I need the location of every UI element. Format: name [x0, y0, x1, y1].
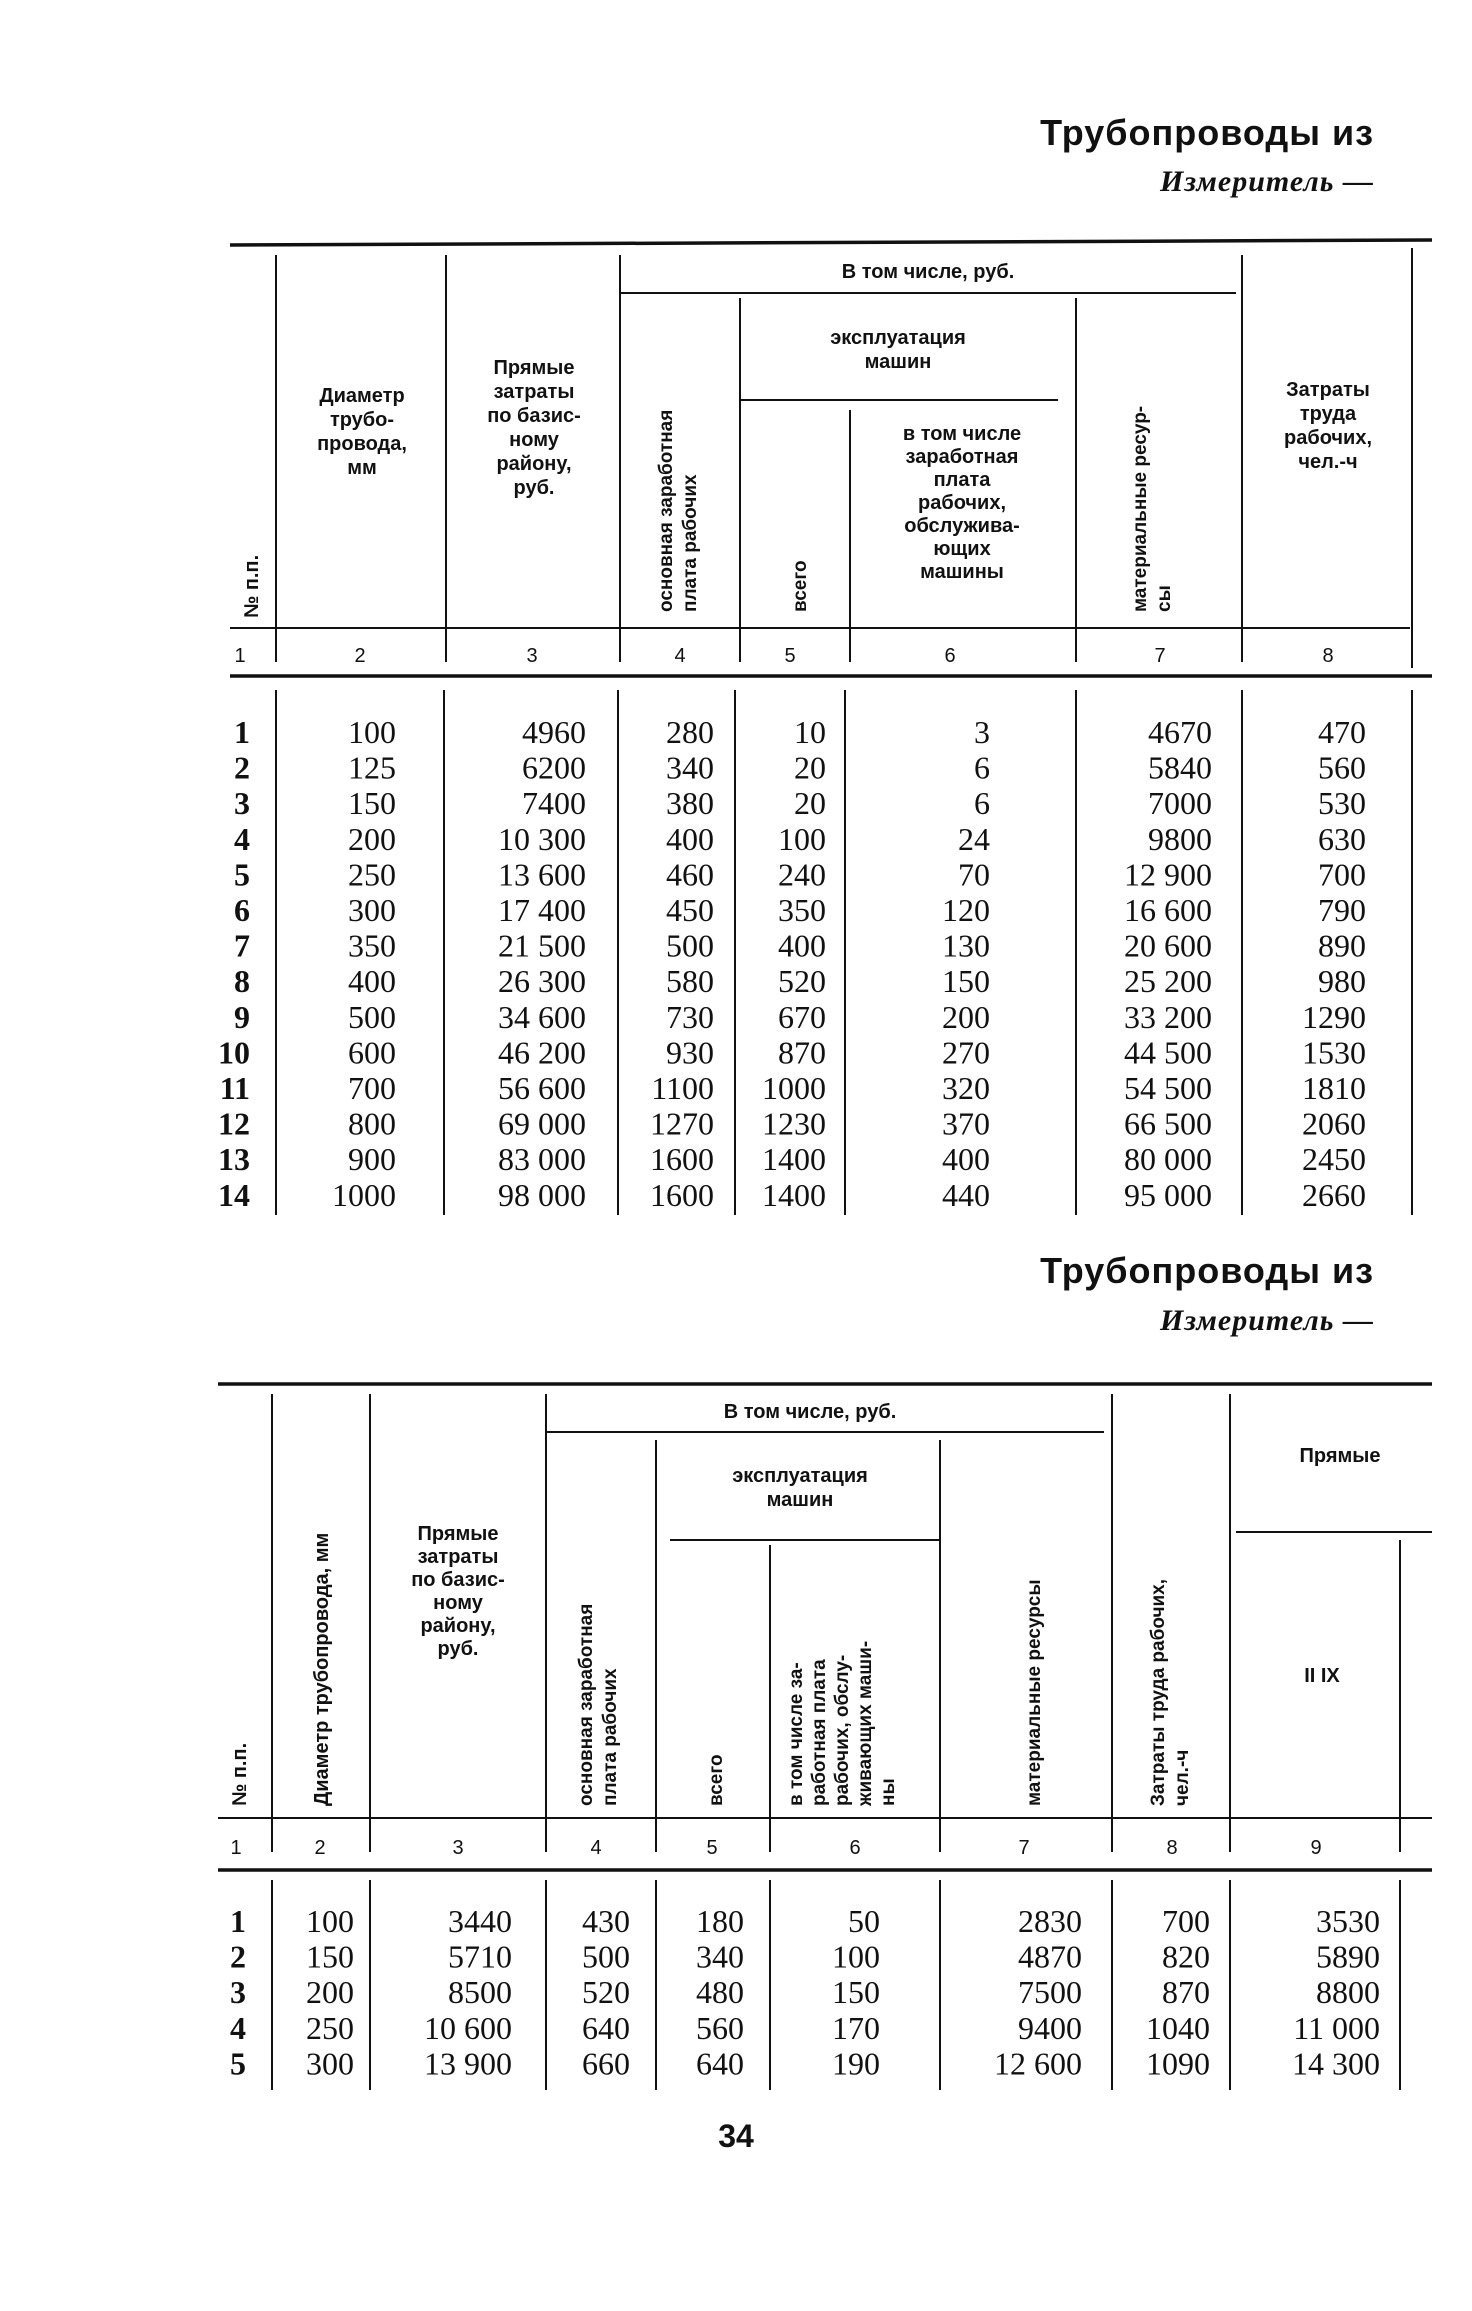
table-cell: 80 000	[1124, 1141, 1212, 1178]
svg-text:плата: плата	[933, 469, 991, 491]
table-cell: 300	[306, 2045, 354, 2082]
svg-text:руб.: руб.	[437, 1638, 479, 1660]
table-cell: 13 900	[424, 2045, 512, 2082]
svg-text:руб.: руб.	[513, 477, 555, 499]
svg-text:затраты: затраты	[417, 1546, 499, 1568]
table-cell: 200	[942, 998, 990, 1035]
table-cell: 20	[794, 785, 826, 822]
table-cell: 350	[348, 927, 396, 964]
table2-unit: Измеритель —	[1160, 1304, 1374, 1337]
t2-colnum: 3	[452, 1837, 464, 1859]
svg-text:чел.-ч: чел.-ч	[1172, 1749, 1193, 1806]
t1-colnum: 8	[1322, 645, 1334, 667]
table-cell: 6	[974, 785, 990, 822]
table-cell: 500	[582, 1938, 630, 1975]
table-cell: 17 400	[498, 892, 586, 928]
t2-header-total: всего	[706, 1754, 727, 1806]
svg-text:эксплуатация: эксплуатация	[830, 327, 966, 349]
table-cell: 870	[778, 1034, 826, 1071]
t2-header-no: № п.п.	[229, 1742, 251, 1806]
t2-header-direct-costs	[411, 1523, 505, 1660]
table-cell: 180	[696, 1903, 744, 1939]
table-cell: 16 600	[1124, 892, 1212, 928]
table-cell: 50	[848, 1903, 880, 1939]
table-cell: 520	[582, 1974, 630, 2011]
table-cell: 4870	[1018, 1938, 1082, 1975]
svg-text:машин: машин	[766, 1489, 834, 1511]
table-cell: 1600	[650, 1176, 714, 1213]
t2-colnum: 9	[1310, 1837, 1322, 1859]
table-row	[230, 1939, 1380, 1975]
t2-header-materials: материальные ресурсы	[1024, 1579, 1045, 1806]
table-cell: 560	[1318, 749, 1366, 786]
table-cell: 20 600	[1124, 927, 1212, 964]
table-cell: 150	[348, 785, 396, 822]
table-cell: 24	[958, 820, 990, 857]
table-cell: 44 500	[1124, 1034, 1212, 1071]
table-cell: 8	[234, 963, 250, 1000]
t1-colnum: 7	[1154, 645, 1166, 667]
t2-colnum: 4	[590, 1837, 602, 1859]
table-cell: 2450	[1302, 1141, 1366, 1178]
table-cell: 34 600	[498, 998, 586, 1035]
table-cell: 440	[942, 1176, 990, 1213]
table-cell: 9800	[1148, 820, 1212, 857]
svg-text:живающих маши-: живающих маши-	[855, 1640, 876, 1806]
table-cell: 170	[832, 2009, 880, 2046]
table-cell: 8500	[448, 1974, 512, 2011]
svg-text:району,: району,	[420, 1615, 496, 1637]
table-cell: 5710	[448, 1938, 512, 1975]
table-cell: 730	[666, 998, 714, 1035]
table-cell: 25 200	[1124, 963, 1212, 1000]
table-cell: 2	[234, 749, 250, 786]
t1-header-total: всего	[790, 560, 811, 612]
table-cell: 400	[778, 927, 826, 964]
table-cell: 150	[832, 1974, 880, 2011]
svg-text:трубо-: трубо-	[329, 409, 395, 431]
svg-text:затраты: затраты	[493, 381, 575, 403]
t2-colnum: 8	[1166, 1837, 1178, 1859]
table-cell: 150	[306, 1938, 354, 1975]
table-cell: 5840	[1148, 749, 1212, 786]
table-cell: 98 000	[498, 1176, 586, 1213]
table-cell: 10	[794, 714, 826, 750]
svg-text:плата рабочих: плата рабочих	[680, 474, 701, 612]
svg-text:по базис-: по базис-	[487, 405, 581, 427]
table-cell: 460	[666, 856, 714, 893]
table-cell: 1290	[1302, 998, 1366, 1035]
t1-colnum: 4	[674, 645, 686, 667]
table-cell: 13	[218, 1141, 250, 1178]
table-cell: 2	[230, 1938, 246, 1975]
table1-unit: Измеритель —	[1160, 165, 1374, 198]
table-cell: 14 300	[1292, 2045, 1380, 2082]
svg-text:рабочих, обслу-: рабочих, обслу-	[832, 1654, 853, 1806]
table-cell: 350	[778, 892, 826, 928]
table-cell: 4670	[1148, 714, 1212, 750]
table-cell: 900	[348, 1141, 396, 1178]
svg-text:чел.-ч: чел.-ч	[1298, 451, 1358, 473]
table-cell: 500	[348, 998, 396, 1035]
table-cell: 95 000	[1124, 1176, 1212, 1213]
table-row	[230, 1903, 1380, 1939]
table-cell: 46 200	[498, 1034, 586, 1071]
svg-text:сы: сы	[1154, 585, 1175, 612]
table-cell: 3530	[1316, 1903, 1380, 1939]
table-cell: 250	[306, 2009, 354, 2046]
table-cell: 980	[1318, 963, 1366, 1000]
svg-text:ющих: ющих	[933, 538, 991, 560]
table-cell: 9	[234, 998, 250, 1035]
table-cell: 10	[218, 1034, 250, 1071]
table-cell: 1040	[1146, 2009, 1210, 2046]
table-cell: 670	[778, 998, 826, 1035]
table-cell: 700	[1318, 856, 1366, 893]
svg-text:основная заработная: основная заработная	[576, 1603, 597, 1806]
table-cell: 150	[942, 963, 990, 1000]
table-cell: 2660	[1302, 1176, 1366, 1213]
table-cell: 4960	[522, 714, 586, 750]
table-cell: 240	[778, 856, 826, 893]
t2-column-numbers	[230, 1837, 1321, 1859]
table-cell: 430	[582, 1903, 630, 1939]
table-cell: 3	[230, 1974, 246, 2011]
table-cell: 500	[666, 927, 714, 964]
table-cell: 480	[696, 1974, 744, 2011]
t2-header-base-wage	[576, 1604, 621, 1806]
svg-text:провода,: провода,	[317, 433, 407, 455]
table-cell: 130	[942, 927, 990, 964]
table-cell: 790	[1318, 892, 1366, 928]
svg-text:рабочих,: рабочих,	[918, 492, 1006, 514]
table-cell: 6	[974, 749, 990, 786]
table-cell: 700	[348, 1070, 396, 1106]
t2-colnum: 7	[1018, 1837, 1030, 1859]
svg-text:Диаметр: Диаметр	[319, 385, 405, 407]
svg-text:мм: мм	[347, 457, 377, 479]
table-cell: 640	[696, 2045, 744, 2082]
table-cell: 3	[234, 785, 250, 822]
table-cell: 2830	[1018, 1903, 1082, 1939]
table-cell: 9400	[1018, 2009, 1082, 2046]
table-cell: 8800	[1316, 1974, 1380, 2011]
table-cell: 33 200	[1124, 998, 1212, 1035]
table-cell: 200	[348, 820, 396, 857]
table-cell: 100	[348, 714, 396, 750]
svg-text:по базис-: по базис-	[411, 1569, 505, 1591]
t2-colnum: 6	[849, 1837, 861, 1859]
table-row	[230, 1974, 1380, 2010]
table-cell: 11	[219, 1070, 250, 1106]
table-cell: 1	[230, 1903, 246, 1939]
t2-header-direct-group: Прямые	[1299, 1445, 1381, 1467]
table-cell: 1530	[1302, 1034, 1366, 1071]
table-cell: 400	[942, 1141, 990, 1178]
t2-header-zones: II IX	[1304, 1665, 1340, 1687]
table-cell: 54 500	[1124, 1070, 1212, 1106]
table-cell: 14	[218, 1176, 250, 1213]
svg-text:работная плата: работная плата	[809, 1659, 830, 1806]
table-cell: 69 000	[498, 1105, 586, 1142]
svg-text:Затраты труда рабочих,: Затраты труда рабочих,	[1148, 1578, 1169, 1806]
svg-text:заработная: заработная	[905, 446, 1019, 468]
table-cell: 10 300	[498, 820, 586, 857]
table-cell: 340	[666, 749, 714, 786]
table-cell: 100	[778, 820, 826, 857]
table-cell: 270	[942, 1034, 990, 1071]
svg-text:машин: машин	[864, 351, 932, 373]
table-cell: 5890	[1316, 1938, 1380, 1975]
table-cell: 400	[348, 963, 396, 1000]
table-cell: 660	[582, 2045, 630, 2082]
table-cell: 600	[348, 1034, 396, 1071]
table2-title: Трубопроводы из	[1040, 1250, 1374, 1291]
table-cell: 1000	[332, 1176, 396, 1213]
table-cell: 10 600	[424, 2009, 512, 2046]
table-cell: 300	[348, 892, 396, 928]
t2-header-machines	[732, 1465, 868, 1511]
table-cell: 100	[306, 1903, 354, 1939]
t1-header-group: В том числе, руб.	[841, 261, 1015, 283]
table-cell: 280	[666, 714, 714, 750]
t2-header-labor	[1148, 1579, 1193, 1806]
table-cell: 190	[832, 2045, 880, 2082]
table-cell: 66 500	[1124, 1105, 1212, 1142]
svg-text:материальные ресур-: материальные ресур-	[1130, 405, 1151, 612]
t1-colnum: 5	[784, 645, 796, 667]
table-cell: 11 000	[1293, 2009, 1380, 2046]
table-cell: 2060	[1302, 1105, 1366, 1142]
table-cell: 340	[696, 1938, 744, 1975]
table-cell: 20	[794, 749, 826, 786]
table-cell: 200	[306, 1974, 354, 2011]
svg-text:Прямые: Прямые	[493, 357, 575, 379]
table-cell: 1270	[650, 1105, 714, 1142]
table-cell: 470	[1318, 714, 1366, 750]
table-cell: 320	[942, 1070, 990, 1106]
svg-text:ному: ному	[433, 1592, 483, 1614]
table-cell: 5	[230, 2045, 246, 2082]
table-cell: 3440	[448, 1903, 512, 1939]
table-cell: 1090	[1146, 2045, 1210, 2082]
table-cell: 7000	[1148, 785, 1212, 822]
table-cell: 1400	[762, 1141, 826, 1178]
svg-text:основная заработная: основная заработная	[656, 409, 677, 612]
table-cell: 450	[666, 892, 714, 928]
table-cell: 820	[1162, 1938, 1210, 1975]
table-cell: 12 600	[994, 2045, 1082, 2082]
table-cell: 930	[666, 1034, 714, 1071]
t2-colnum: 2	[314, 1837, 326, 1859]
table-cell: 7	[234, 927, 250, 964]
table-cell: 21 500	[498, 927, 586, 964]
table-cell: 560	[696, 2009, 744, 2046]
svg-text:плата рабочих: плата рабочих	[600, 1668, 621, 1806]
table-row	[230, 2010, 1380, 2046]
svg-text:в том числе: в том числе	[902, 423, 1022, 445]
svg-text:рабочих,: рабочих,	[1284, 427, 1372, 449]
t1-colnum: 6	[944, 645, 956, 667]
table-cell: 1	[234, 714, 250, 750]
table-cell: 640	[582, 2009, 630, 2046]
table-cell: 5	[234, 856, 250, 893]
t1-colnum: 1	[234, 645, 246, 667]
t1-header-no: № п.п.	[241, 554, 263, 618]
table-cell: 83 000	[498, 1141, 586, 1178]
table-cell: 630	[1318, 820, 1366, 857]
table-cell: 1000	[762, 1070, 826, 1106]
table-cell: 70	[958, 856, 990, 893]
table-cell: 870	[1162, 1974, 1210, 2011]
t2-header-machine-wage	[786, 1641, 899, 1807]
table-cell: 12	[218, 1105, 250, 1142]
page-number: 34	[718, 2118, 754, 2154]
svg-text:району,: району,	[496, 453, 572, 475]
t2-header-diameter: Диаметр трубопровода, мм	[311, 1532, 333, 1806]
table-cell: 6200	[522, 749, 586, 786]
table-cell: 4	[230, 2009, 246, 2046]
table-cell: 250	[348, 856, 396, 893]
t2-colnum: 5	[706, 1837, 718, 1859]
svg-text:машины: машины	[920, 561, 1004, 583]
table1-title: Трубопроводы из	[1040, 112, 1374, 153]
table-cell: 370	[942, 1105, 990, 1142]
svg-text:ному: ному	[509, 429, 559, 451]
table-cell: 580	[666, 963, 714, 1000]
table-cell: 1810	[1302, 1070, 1366, 1106]
table-cell: 12 900	[1124, 856, 1212, 893]
table-cell: 56 600	[498, 1070, 586, 1106]
table-cell: 26 300	[498, 963, 586, 1000]
table-cell: 800	[348, 1105, 396, 1142]
t2-colnum: 1	[230, 1837, 242, 1859]
t2-body	[230, 1903, 1380, 2081]
table-cell: 520	[778, 963, 826, 1000]
svg-text:обслужива-: обслужива-	[904, 515, 1020, 537]
table-cell: 13 600	[498, 856, 586, 893]
svg-text:Прямые: Прямые	[417, 1523, 499, 1545]
table-cell: 125	[348, 749, 396, 786]
table-cell: 380	[666, 785, 714, 822]
table-cell: 120	[942, 892, 990, 928]
t1-colnum: 3	[526, 645, 538, 667]
svg-text:труда: труда	[1299, 403, 1357, 425]
table-cell: 1600	[650, 1141, 714, 1178]
table-cell: 400	[666, 820, 714, 857]
table-cell: 1400	[762, 1176, 826, 1213]
table-cell: 1230	[762, 1105, 826, 1142]
table-cell: 890	[1318, 927, 1366, 964]
svg-text:эксплуатация: эксплуатация	[732, 1465, 868, 1487]
table-cell: 3	[974, 714, 990, 750]
table-row	[230, 2045, 1380, 2081]
t1-colnum: 2	[354, 645, 366, 667]
table-cell: 7500	[1018, 1974, 1082, 2011]
t2-header-group: В том числе, руб.	[723, 1401, 897, 1423]
table-cell: 100	[832, 1938, 880, 1975]
table-cell: 7400	[522, 785, 586, 822]
svg-text:Затраты: Затраты	[1286, 379, 1370, 401]
table-cell: 4	[234, 820, 250, 857]
table-cell: 6	[234, 892, 250, 928]
table-cell: 700	[1162, 1903, 1210, 1939]
table-cell: 1100	[651, 1070, 714, 1106]
svg-text:в том числе за-: в том числе за-	[786, 1662, 807, 1806]
table-cell: 530	[1318, 785, 1366, 822]
svg-text:ны: ны	[878, 1778, 899, 1806]
